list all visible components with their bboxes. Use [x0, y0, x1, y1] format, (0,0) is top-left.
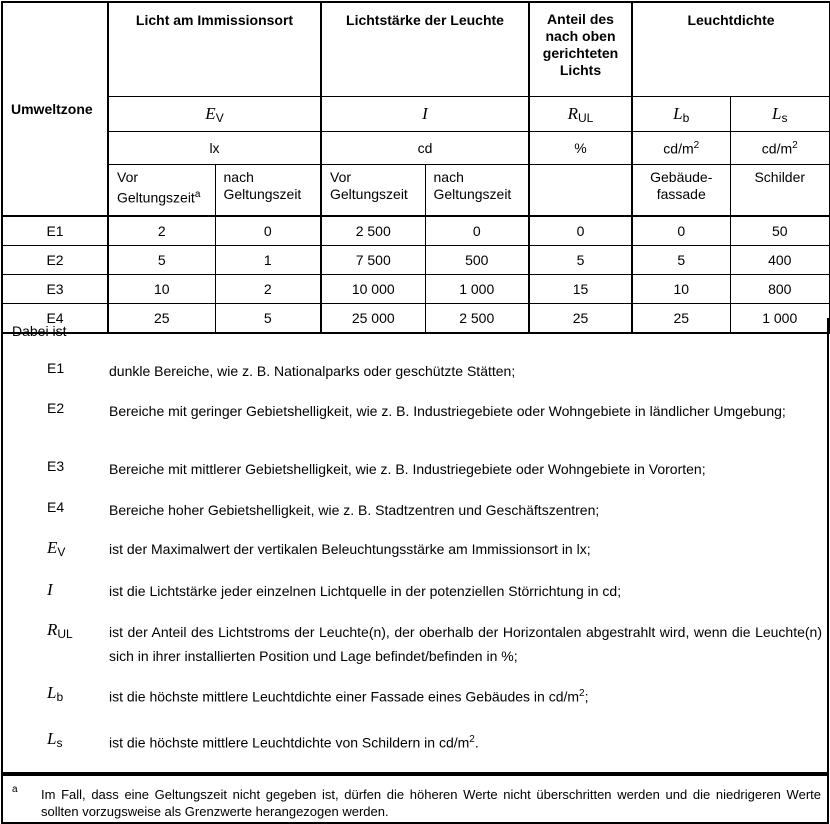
value-cell: 1 000 — [425, 275, 529, 304]
value-cell: 0 — [425, 216, 529, 246]
legend-item-lb: $L_b$ ist die höchste mittlere Leuchtdichte einer Fassade eines Gebäudes in $cd/m^2$; — [47, 683, 589, 705]
value-cell: 25 — [108, 304, 215, 334]
value-cell: 0 — [632, 216, 730, 246]
sub-vor-geltungszeit-1: Vor Geltungszeit$^a$ — [108, 165, 215, 217]
legend-item-e2: E2 Bereiche mit geringer Gebietshelligkeit, wie z. B. Industriegebiete oder Wohngebiete in ländlicher Umgebung; — [47, 400, 786, 419]
sub-nach-geltungszeit-2: nach Geltungszeit — [425, 165, 529, 217]
zone-cell: E1 — [2, 216, 108, 246]
symbol-lb: $L_b$ — [632, 97, 730, 132]
value-cell: 2 — [108, 216, 215, 246]
legend-item-e4: E4 Bereiche hoher Gebietshelligkeit, wie z. B. Stadtzentren und Geschäftszentren; — [47, 499, 600, 518]
zone-cell: E2 — [2, 246, 108, 275]
sub-nach-geltungszeit-1: nach Geltungszeit — [215, 165, 321, 217]
value-cell: 0 — [215, 216, 321, 246]
value-cell: 400 — [730, 246, 830, 275]
unit-cd: cd — [321, 132, 529, 165]
table-row — [2, 275, 830, 304]
value-cell: 0 — [529, 216, 632, 246]
symbol-ls: $L_s$ — [730, 97, 830, 132]
legend-item-e1: E1 dunkle Bereiche, wie z. B. Nationalparks oder geschützte Stätten; — [47, 360, 516, 379]
limits-table — [1, 1, 830, 334]
unit-percent: % — [529, 132, 632, 165]
unit-cdm2-schilder: $cd/m^2$ — [730, 132, 830, 165]
value-cell: 5 — [529, 246, 632, 275]
value-cell: 10 — [108, 275, 215, 304]
value-cell: 2 — [215, 275, 321, 304]
value-cell: 15 — [529, 275, 632, 304]
footnote-text: Im Fall, dass eine Geltungszeit nicht gegeben ist, dürfen die höheren Werte nicht überschritten werden und die niedrigeren Werte sollten vorzugsweise als Grenzwerte herangezogen werden. — [41, 787, 821, 819]
header-anteil: Anteil des nach oben gerichteten Lichts — [529, 2, 632, 97]
sub-vor-geltungszeit-2: Vor Geltungszeit — [321, 165, 425, 217]
zone-cell: E3 — [2, 275, 108, 304]
value-cell: 10 — [632, 275, 730, 304]
table-row — [2, 246, 830, 275]
value-cell: 25 000 — [321, 304, 425, 334]
sub-empty — [529, 165, 632, 217]
legend-item-rul: $R_{UL}$ ist der Anteil des Lichtstroms der Leuchte(n), der oberhalb der Horizontalen abgestrahlt wird, wenn die Leuchte(n) sich in ihrer installierten Position und Lage befindet/befinden in %; — [47, 620, 822, 664]
value-cell: 7 500 — [321, 246, 425, 275]
table-row — [2, 216, 830, 246]
sub-schilder: Schilder — [730, 165, 830, 217]
legend-item-ls: $L_s$ ist die höchste mittlere Leuchtdichte von Schildern in $cd/m^2$. — [47, 729, 479, 751]
footnote-mark: a — [12, 784, 18, 795]
value-cell: 25 — [632, 304, 730, 334]
legend-item-e3: E3 Bereiche mit mittlerer Gebietshelligkeit, wie z. B. Industriegebiete oder Wohngebiete in Vororten; — [47, 458, 706, 477]
value-cell: 25 — [529, 304, 632, 334]
value-cell: 500 — [425, 246, 529, 275]
value-cell: 1 000 — [730, 304, 830, 334]
symbol-rul: $R_{UL}$ — [529, 97, 632, 132]
value-cell: 10 000 — [321, 275, 425, 304]
zone-header: Umweltzone — [2, 2, 108, 216]
unit-lx: lx — [108, 132, 321, 165]
footnote-box — [1, 774, 829, 824]
value-cell: 2 500 — [425, 304, 529, 334]
value-cell: 50 — [730, 216, 830, 246]
legend-box — [1, 318, 829, 774]
legend-item-ev: $E_V$ ist der Maximalwert der vertikalen Beleuchtungsstärke am Immissionsort in lx; — [47, 538, 591, 559]
unit-cdm2-fassade: $cd/m^2$ — [632, 132, 730, 165]
value-cell: 2 500 — [321, 216, 425, 246]
header-lichtstaerke: Lichtstärke der Leuchte — [321, 2, 529, 97]
sub-gebaeudefassade: Gebäude-fassade — [632, 165, 730, 217]
zone-cell: E4 — [2, 304, 108, 334]
value-cell: 5 — [108, 246, 215, 275]
value-cell: 800 — [730, 275, 830, 304]
symbol-i: I — [321, 97, 529, 132]
value-cell: 1 — [215, 246, 321, 275]
symbol-ev: $E_V$ — [108, 97, 321, 132]
header-licht-immissionsort: Licht am Immissionsort — [108, 2, 321, 97]
header-leuchtdichte: Leuchtdichte — [632, 2, 830, 97]
legend-item-i: I ist die Lichtstärke jeder einzelnen Lichtquelle in der potenziellen Störrichtung in cd; — [47, 580, 622, 599]
value-cell: 5 — [632, 246, 730, 275]
legend-intro: Dabei ist — [12, 323, 67, 339]
value-cell: 5 — [215, 304, 321, 334]
